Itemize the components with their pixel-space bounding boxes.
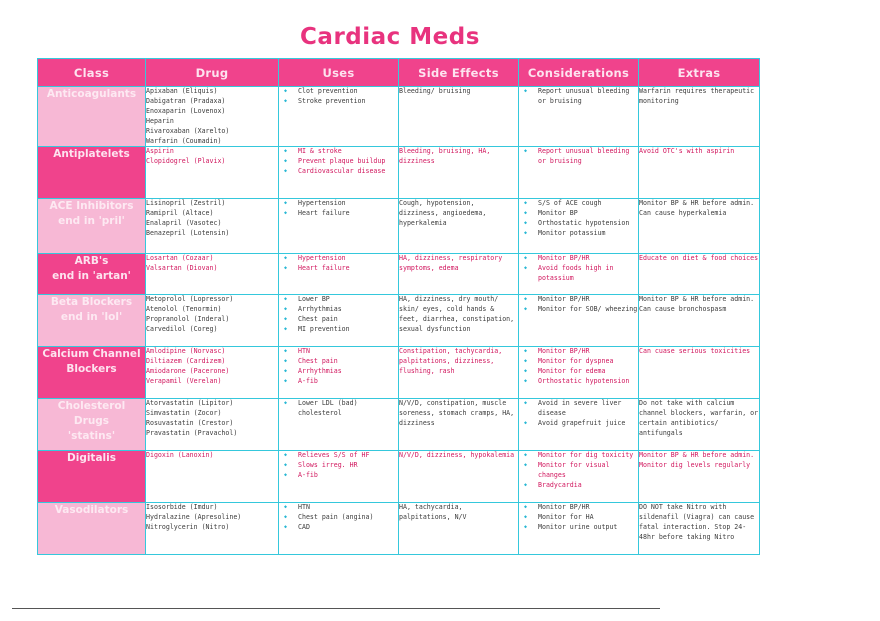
use-item: ◆ Slows irreg. HR (279, 461, 398, 471)
class-name-line: end in 'pril' (58, 215, 125, 228)
class-cell (38, 295, 146, 347)
considerations-cell (519, 254, 639, 295)
consideration-item: ◆ Avoid foods high in potassium (519, 264, 638, 284)
considerations-cell-list (519, 503, 638, 533)
use-item: ◆ Arrhythmias (279, 367, 398, 377)
drug-name: Aspirin (146, 147, 174, 156)
use-item: ◆ Relieves S/S of HF (279, 451, 398, 461)
uses-cell (279, 199, 399, 254)
considerations-cell-list (519, 399, 638, 429)
drug-name: Simvastatin (Zocor) (146, 409, 222, 418)
header-considerations: Considerations (519, 59, 639, 87)
class-cell (38, 254, 146, 295)
drug-cell (146, 147, 279, 199)
side-effects-cell: N/V/D, dizziness, hypokalemia (399, 451, 519, 503)
extras-cell: Monitor BP & HR before admin. Can cause hyperkalemia (639, 199, 760, 254)
considerations-cell (519, 147, 639, 199)
drug-cell (146, 254, 279, 295)
use-item: ◆ A-fib (279, 377, 398, 387)
extras-cell: Educate on diet & food choices (639, 254, 760, 295)
class-name-line: Blockers (66, 363, 117, 376)
extras-cell: Do not take with calcium channel blockers, warfarin, or certain antibiotics/ antifungals (639, 399, 760, 451)
side-effects-cell: N/V/D, constipation, muscle soreness, stomach cramps, HA, dizziness (399, 399, 519, 451)
use-item: ◆ Stroke prevention (279, 97, 398, 107)
extras-cell: Monitor BP & HR before admin. Monitor dig levels regularly (639, 451, 760, 503)
header-drug: Drug (146, 59, 279, 87)
footer-divider (12, 608, 660, 609)
consideration-item: ◆ Monitor BP/HR (519, 254, 638, 264)
use-item: ◆ Chest pain (279, 315, 398, 325)
use-item: ◆ Hypertension (279, 254, 398, 264)
class-name-line: Drugs (73, 415, 110, 428)
consideration-item: ◆ Monitor BP/HR (519, 503, 638, 513)
use-item: ◆ A-fib (279, 471, 398, 481)
uses-cell (279, 503, 399, 555)
considerations-cell (519, 451, 639, 503)
consideration-item: ◆ Monitor BP/HR (519, 347, 638, 357)
side-effects-cell: HA, dizziness, respiratory symptoms, edema (399, 254, 519, 295)
consideration-item: ◆ Monitor for dyspnea (519, 357, 638, 367)
drug-cell (146, 295, 279, 347)
class-cell (38, 347, 146, 399)
drug-name: Pravastatin (Pravachol) (146, 429, 238, 438)
table-row (38, 87, 760, 147)
class-name-line: Calcium Channel (42, 348, 141, 361)
use-item: ◆ Heart failure (279, 264, 398, 274)
consideration-item: ◆ S/S of ACE cough (519, 199, 638, 209)
table-row (38, 347, 760, 399)
considerations-cell (519, 399, 639, 451)
use-item: ◆ Hypertension (279, 199, 398, 209)
use-item: ◆ Prevent plaque buildup (279, 157, 398, 167)
class-cell (38, 199, 146, 254)
extras-cell: Avoid OTC's with aspirin (639, 147, 760, 199)
class-cell (38, 87, 146, 147)
class-name-line: Cholesterol (57, 400, 126, 413)
class-cell (38, 503, 146, 555)
drug-name: Dabigatran (Pradaxa) (146, 96, 226, 105)
drug-name: Rivaroxaban (Xarelto) (146, 126, 230, 135)
extras-cell: Can cuase serious toxicities (639, 347, 760, 399)
drug-name: Carvedilol (Coreg) (146, 325, 218, 334)
header-row (38, 59, 760, 87)
uses-cell (279, 399, 399, 451)
uses-cell-list (279, 147, 398, 177)
cardiac-meds-table (37, 58, 760, 555)
considerations-cell-list (519, 199, 638, 239)
drug-cell (146, 399, 279, 451)
consideration-item: ◆ Monitor for edema (519, 367, 638, 377)
uses-cell-list (279, 254, 398, 274)
uses-cell-list (279, 399, 398, 419)
side-effects-cell: HA, dizziness, dry mouth/ skin/ eyes, cold hands & feet, diarrhea, constipation, sexual dysfunction (399, 295, 519, 347)
class-name-line: Beta Blockers (50, 296, 133, 309)
uses-cell-list (279, 295, 398, 335)
considerations-cell-list (519, 347, 638, 387)
uses-cell (279, 347, 399, 399)
extras-cell: DO NOT take Nitro with sildenafil (Viagra) can cause fatal interaction. Stop 24-48hr before taking Nitro (639, 503, 760, 555)
table-row (38, 503, 760, 555)
considerations-cell (519, 503, 639, 555)
uses-cell (279, 254, 399, 295)
drug-name: Heparin (146, 116, 174, 125)
consideration-item: ◆ Monitor potassium (519, 229, 638, 239)
header-class: Class (38, 59, 146, 87)
drug-cell (146, 503, 279, 555)
extras-cell: Monitor BP & HR before admin. Can cause bronchospasm (639, 295, 760, 347)
drug-name: Atenolol (Tenormin) (146, 305, 222, 314)
use-item: ◆ Lower LDL (bad) cholesterol (279, 399, 398, 419)
consideration-item: ◆ Monitor for dig toxicity (519, 451, 638, 461)
uses-cell-list (279, 87, 398, 107)
class-name-line: ACE Inhibitors (49, 200, 134, 213)
drug-cell (146, 199, 279, 254)
use-item: ◆ MI & stroke (279, 147, 398, 157)
use-item: ◆ MI prevention (279, 325, 398, 335)
uses-cell (279, 295, 399, 347)
use-item: ◆ Heart failure (279, 209, 398, 219)
considerations-cell-list (519, 147, 638, 167)
consideration-item: ◆ Report unusual bleeding or bruising (519, 87, 638, 107)
uses-cell (279, 87, 399, 147)
class-name-line: end in 'artan' (52, 270, 131, 283)
considerations-cell (519, 295, 639, 347)
drug-name: Nitroglycerin (Nitro) (146, 523, 230, 532)
consideration-item: ◆ Monitor BP (519, 209, 638, 219)
drug-name: Isosorbide (Imdur) (146, 503, 218, 512)
uses-cell (279, 451, 399, 503)
considerations-cell (519, 199, 639, 254)
header-uses: Uses (279, 59, 399, 87)
drug-name: Ramipril (Altace) (146, 209, 214, 218)
side-effects-cell: Bleeding, bruising, HA, dizziness (399, 147, 519, 199)
class-name-line: ARB's (74, 255, 109, 268)
header-side-effects: Side Effects (399, 59, 519, 87)
use-item: ◆ Arrhythmias (279, 305, 398, 315)
considerations-cell-list (519, 87, 638, 107)
uses-cell-list (279, 451, 398, 481)
drug-name: Metoprolol (Lopressor) (146, 295, 234, 304)
considerations-cell-list (519, 451, 638, 491)
side-effects-cell: Bleeding/ bruising (399, 87, 519, 147)
consideration-item: ◆ Monitor for SOB/ wheezing (519, 305, 638, 315)
uses-cell-list (279, 347, 398, 387)
drug-name: Enalapril (Vasotec) (146, 219, 222, 228)
page-title: Cardiac Meds (300, 24, 480, 50)
consideration-item: ◆ Monitor for HA (519, 513, 638, 523)
class-cell (38, 451, 146, 503)
consideration-item: ◆ Orthostatic hypotension (519, 377, 638, 387)
class-name-line: Vasodilators (54, 504, 129, 517)
considerations-cell-list (519, 295, 638, 315)
use-item: ◆ Chest pain (angina) (279, 513, 398, 523)
consideration-item: ◆ Orthostatic hypotension (519, 219, 638, 229)
class-name-line: Antiplatelets (53, 148, 130, 161)
consideration-item: ◆ Report unusual bleeding or bruising (519, 147, 638, 167)
use-item: ◆ Lower BP (279, 295, 398, 305)
class-name-line: Anticoagulants (46, 88, 137, 100)
drug-name: Digoxin (Lanoxin) (146, 451, 214, 460)
side-effects-cell: HA, tachycardia, palpitations, N/V (399, 503, 519, 555)
drug-name: Propranolol (Inderal) (146, 315, 230, 324)
drug-name: Amlodipine (Norvasc) (146, 347, 226, 356)
side-effects-cell: Constipation, tachycardia, palpitations, dizziness, flushing, rash (399, 347, 519, 399)
considerations-cell (519, 347, 639, 399)
drug-name: Lisinopril (Zestril) (146, 199, 226, 208)
drug-name: Warfarin (Coumadin) (146, 136, 222, 145)
header-extras: Extras (639, 59, 760, 87)
uses-cell (279, 147, 399, 199)
drug-name: Atorvastatin (Lipitor) (146, 399, 234, 408)
table-row (38, 295, 760, 347)
drug-name: Enoxaparin (Lovenox) (146, 106, 226, 115)
extras-cell: Warfarin requires therapeutic monitoring (639, 87, 760, 147)
drug-name: Diltiazem (Cardizem) (146, 357, 226, 366)
drug-name: Verapamil (Verelan) (146, 377, 222, 386)
drug-name: Losartan (Cozaar) (146, 254, 214, 263)
drug-name: Apixaban (Eliquis) (146, 87, 218, 95)
class-name-line: end in 'lol' (60, 311, 123, 324)
drug-name: Amiodarone (Pacerone) (146, 367, 230, 376)
consideration-item: ◆ Monitor urine output (519, 523, 638, 533)
drug-name: Hydralazine (Apresoline) (146, 513, 242, 522)
table-row (38, 199, 760, 254)
use-item: ◆ CAD (279, 523, 398, 533)
side-effects-cell: Cough, hypotension, dizziness, angioedema, hyperkalemia (399, 199, 519, 254)
drug-name: Clopidogrel (Plavix) (146, 157, 226, 166)
class-cell (38, 147, 146, 199)
class-name-line: Digitalis (67, 452, 116, 465)
use-item: ◆ HTN (279, 503, 398, 513)
consideration-item: ◆ Avoid grapefruit juice (519, 419, 638, 429)
table-row (38, 399, 760, 451)
drug-name: Valsartan (Diovan) (146, 264, 218, 273)
uses-cell-list (279, 199, 398, 219)
use-item: ◆ Cardiovascular disease (279, 167, 398, 177)
uses-cell-list (279, 503, 398, 533)
table-row (38, 147, 760, 199)
considerations-cell (519, 87, 639, 147)
considerations-cell-list (519, 254, 638, 284)
table-row (38, 254, 760, 295)
drug-name: Benazepril (Lotensin) (146, 229, 230, 238)
class-cell (38, 399, 146, 451)
drug-cell (146, 347, 279, 399)
table-row (38, 451, 760, 503)
use-item: ◆ Chest pain (279, 357, 398, 367)
consideration-item: ◆ Bradycardia (519, 481, 638, 491)
consideration-item: ◆ Monitor for visual changes (519, 461, 638, 481)
use-item: ◆ Clot prevention (279, 87, 398, 97)
class-name-line: 'statins' (67, 430, 116, 443)
consideration-item: ◆ Monitor BP/HR (519, 295, 638, 305)
drug-name: Rosuvastatin (Crestor) (146, 419, 234, 428)
use-item: ◆ HTN (279, 347, 398, 357)
drug-cell (146, 87, 279, 147)
drug-cell (146, 451, 279, 503)
consideration-item: ◆ Avoid in severe liver disease (519, 399, 638, 419)
